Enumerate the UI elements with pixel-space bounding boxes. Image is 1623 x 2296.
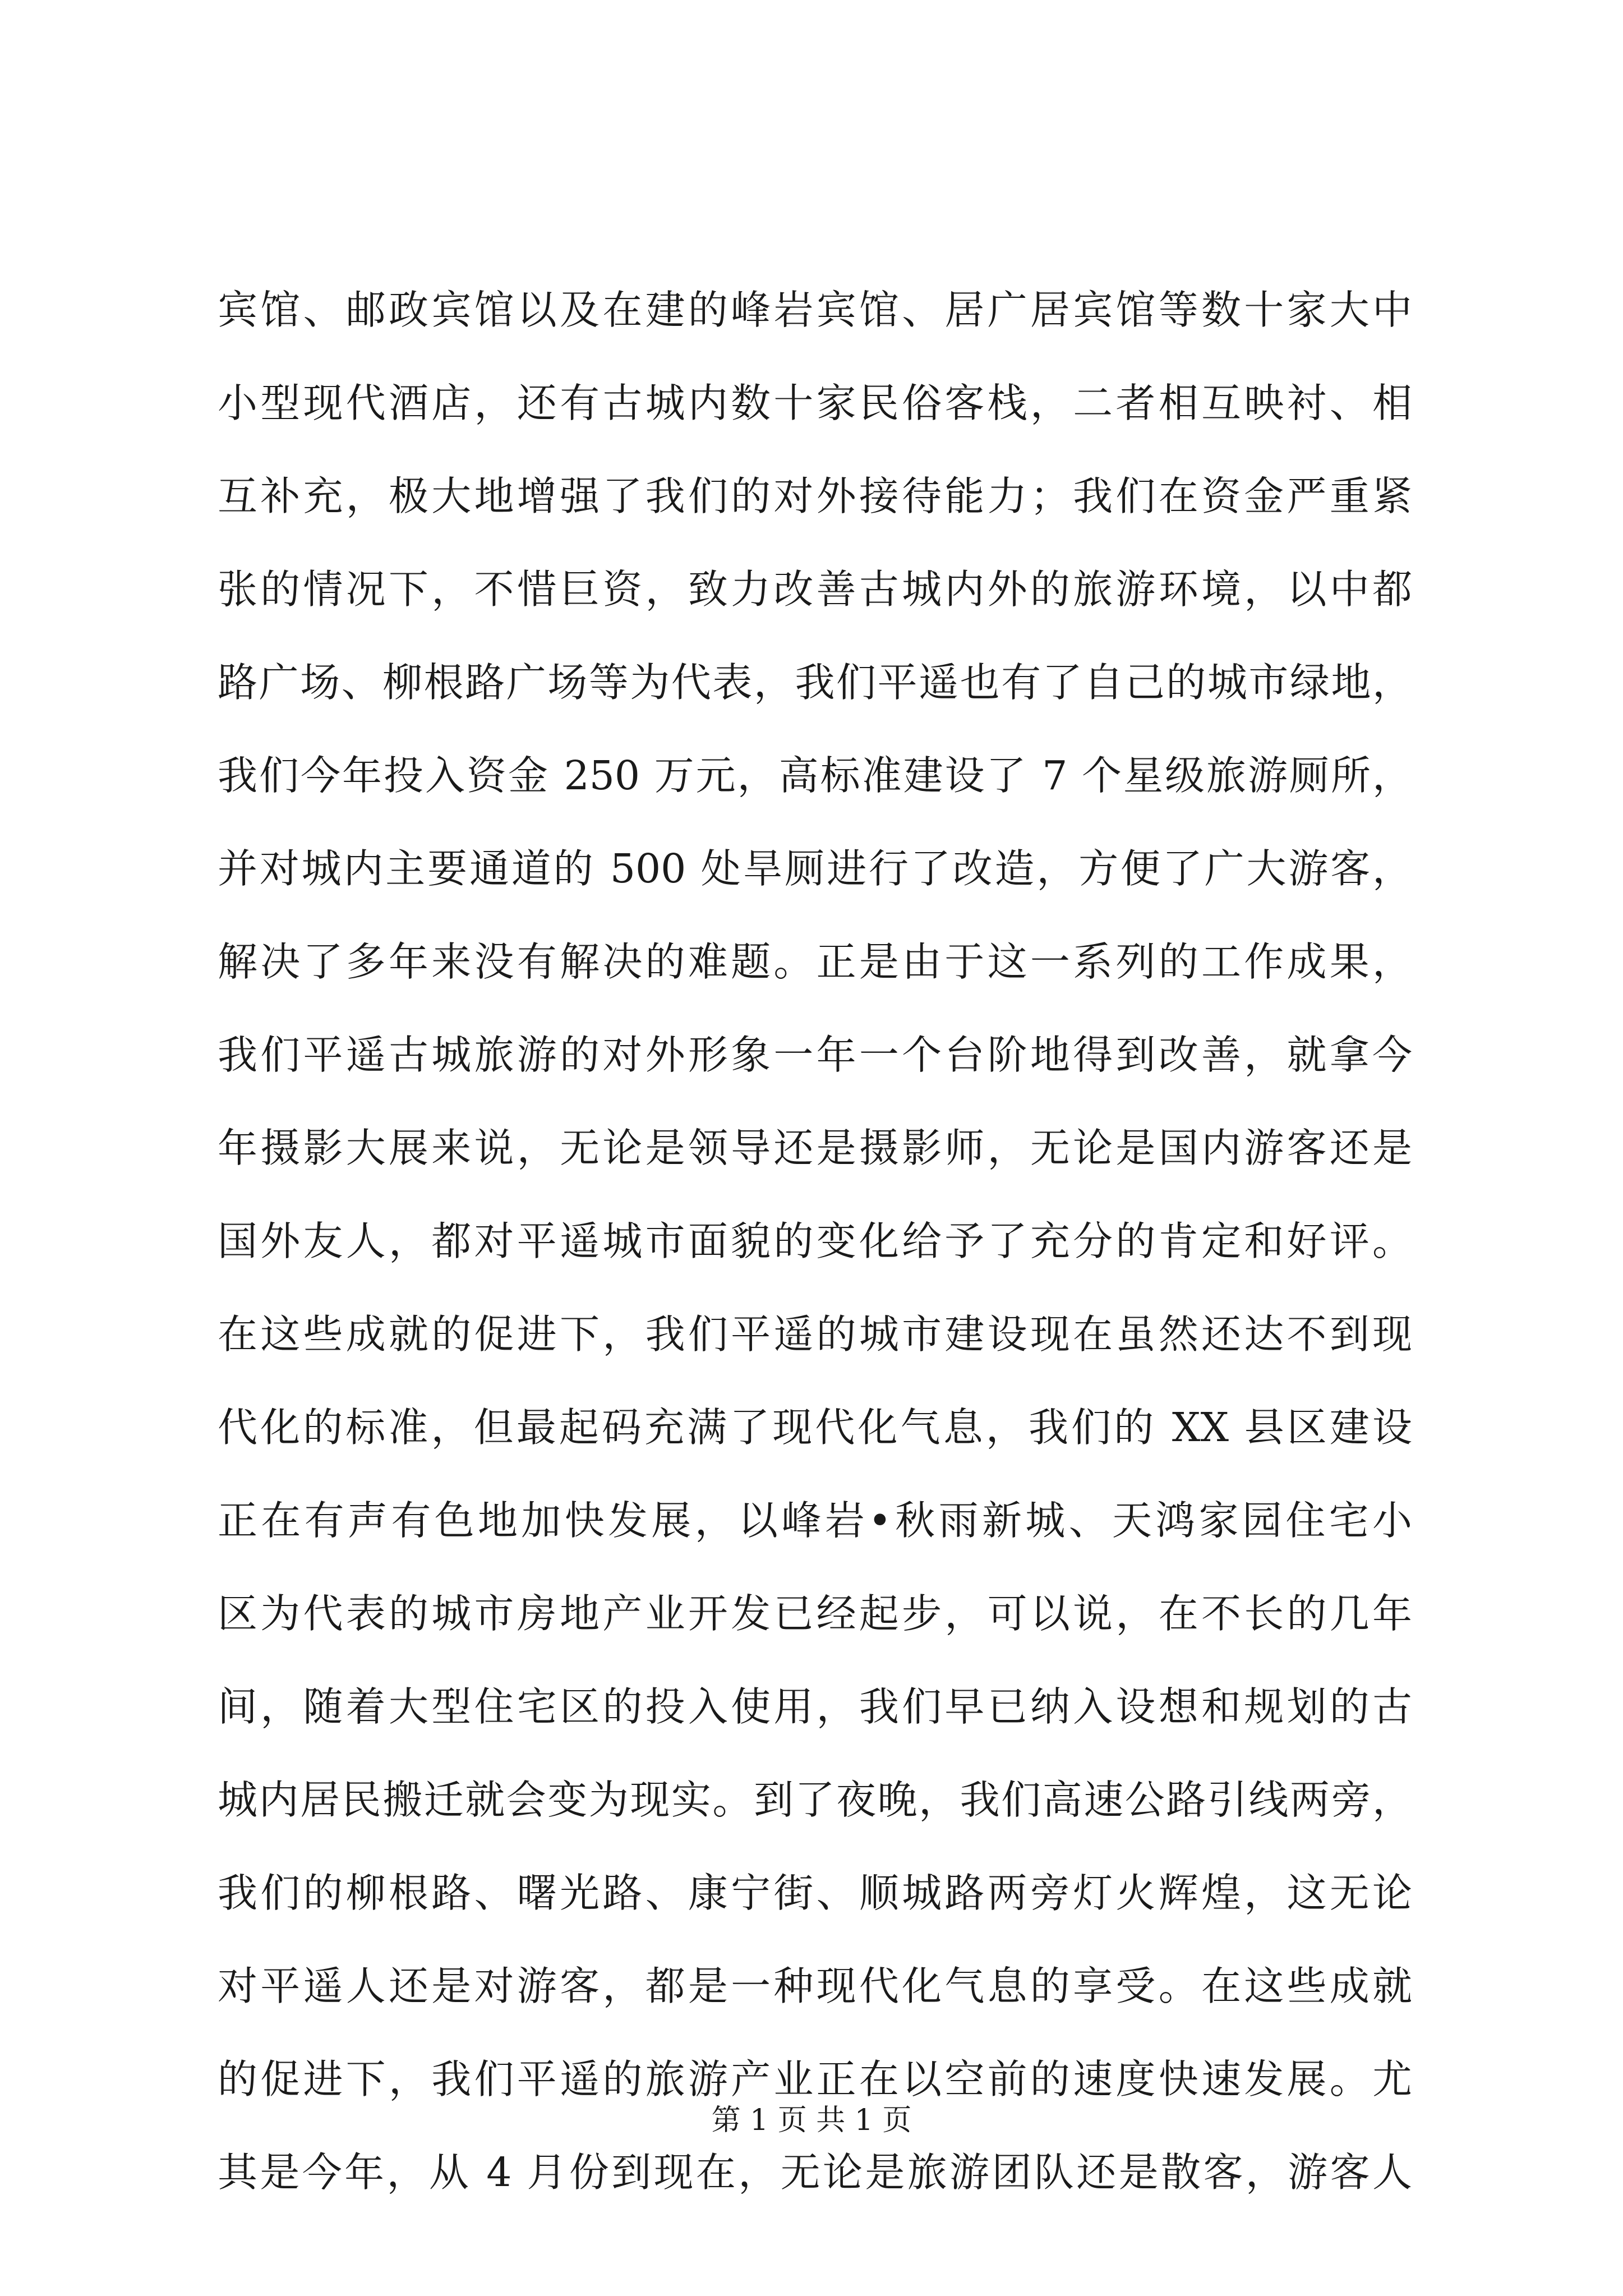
- page-number-label: 第 1 页 共 1 页: [711, 2104, 912, 2137]
- text-line: 城内居民搬迁就会变为现实。到了夜晚，我们高速公路引线两旁，: [218, 1777, 1412, 1823]
- page-footer: [0, 2101, 1623, 2140]
- text-line: 宾馆、邮政宾馆以及在建的峰岩宾馆、居广居宾馆等数十家大中: [218, 287, 1412, 333]
- text-line: 国外友人，都对平遥城市面貌的变化给予了充分的肯定和好评。: [218, 1218, 1412, 1264]
- text-line: 我们的柳根路、曙光路、康宁街、顺城路两旁灯火辉煌，这无论: [218, 1870, 1412, 1916]
- body-text: [218, 264, 1412, 2219]
- text-line: 互补充，极大地增强了我们的对外接待能力；我们在资金严重紧: [218, 473, 1412, 519]
- text-line: 对平遥人还是对游客，都是一种现代化气息的享受。在这些成就: [218, 1963, 1412, 2009]
- text-line: 间，随着大型住宅区的投入使用，我们早已纳入设想和规划的古: [218, 1683, 1412, 1730]
- text-line: 小型现代酒店，还有古城内数十家民俗客栈，二者相互映衬、相: [218, 380, 1412, 426]
- text-line: 我们今年投入资金 250 万元，高标准建设了 7 个星级旅游厕所，: [218, 752, 1412, 799]
- text-line: 并对城内主要通道的 500 处旱厕进行了改造，方便了广大游客，: [218, 845, 1412, 892]
- text-line: 年摄影大展来说，无论是领导还是摄影师，无论是国内游客还是: [218, 1125, 1412, 1171]
- text-line: 解决了多年来没有解决的难题。正是由于这一系列的工作成果，: [218, 938, 1412, 985]
- text-line: 张的情况下，不惜巨资，致力改善古城内外的旅游环境，以中都: [218, 566, 1412, 613]
- text-line: 路广场、柳根路广场等为代表，我们平遥也有了自己的城市绿地，: [218, 659, 1412, 706]
- text-line: 我们平遥古城旅游的对外形象一年一个台阶地得到改善，就拿今: [218, 1032, 1412, 1078]
- text-line: 在这些成就的促进下，我们平遥的城市建设现在虽然还达不到现: [218, 1311, 1412, 1358]
- text-line: 的促进下，我们平遥的旅游产业正在以空前的速度快速发展。尤: [218, 2056, 1412, 2102]
- text-line: 正在有声有色地加快发展，以峰岩•秋雨新城、天鸿家园住宅小: [218, 1497, 1412, 1544]
- text-line: 代化的标准，但最起码充满了现代化气息，我们的 XX 县区建设: [218, 1404, 1412, 1451]
- text-line: 其是今年，从 4 月份到现在，无论是旅游团队还是散客，游客人: [218, 2149, 1412, 2196]
- text-line: 区为代表的城市房地产业开发已经起步，可以说，在不长的几年: [218, 1590, 1412, 1637]
